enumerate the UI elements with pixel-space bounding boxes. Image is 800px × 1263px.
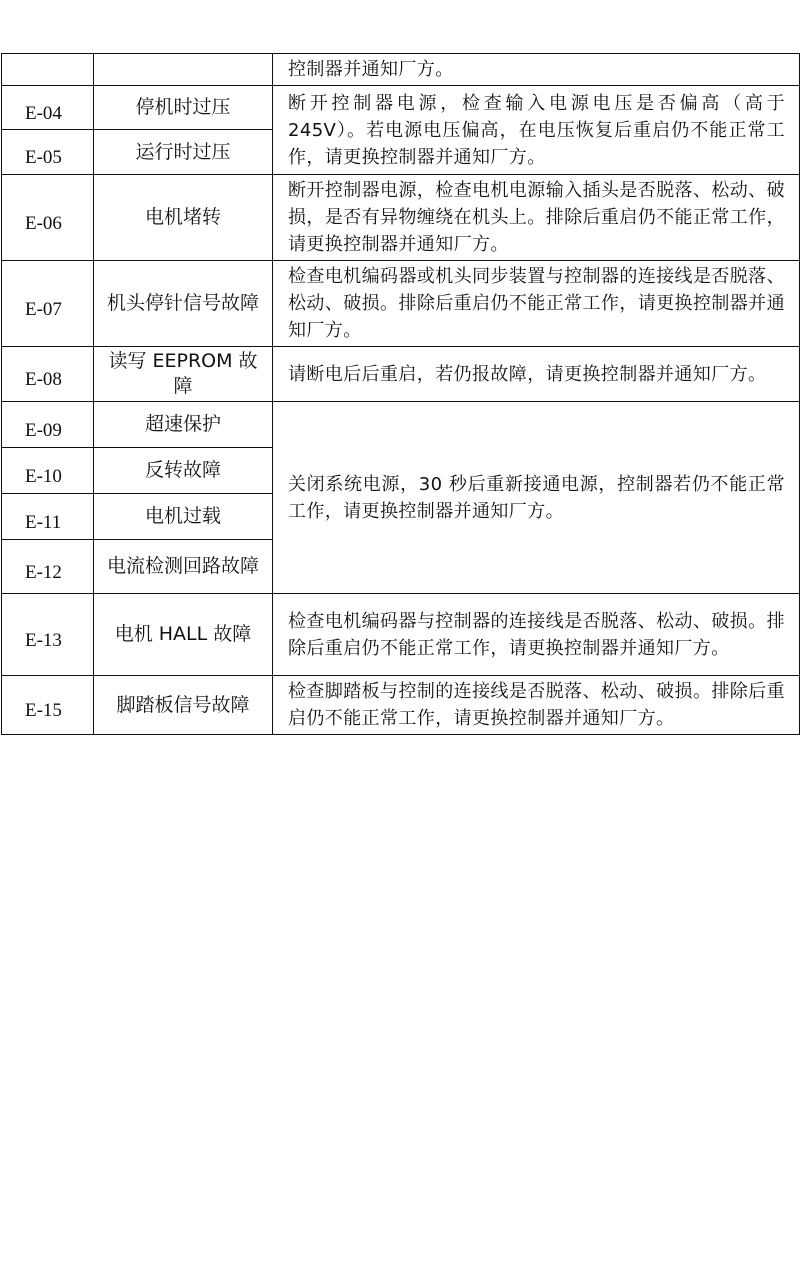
- table-row: [2, 594, 800, 676]
- fault-remedy-cell: 断开控制器电源，检查输入电源电压是否偏高（高于245V）。若电源电压偏高，在电压恢复后重启仍不能正常工作，请更换控制器并通知厂方。: [273, 86, 800, 175]
- fault-name-cell: 机头停针信号故障: [94, 261, 273, 347]
- fault-name-cell: 电机过载: [94, 494, 273, 540]
- fault-remedy-cell: 请断电后后重启，若仍报故障，请更换控制器并通知厂方。: [273, 347, 800, 402]
- fault-code-cell: E-15: [2, 676, 94, 735]
- fault-remedy-cell: 关闭系统电源，30 秒后重新接通电源，控制器若仍不能正常工作，请更换控制器并通知厂方。: [273, 402, 800, 594]
- fault-code-cell: E-04: [2, 86, 94, 130]
- fault-code-cell: E-05: [2, 130, 94, 175]
- table-row: [2, 676, 800, 735]
- table-row: [2, 86, 800, 130]
- fault-code-cell: E-06: [2, 175, 94, 261]
- fault-remedy-cell: 检查脚踏板与控制的连接线是否脱落、松动、破损。排除后重启仍不能正常工作，请更换控制器并通知厂方。: [273, 676, 800, 735]
- fault-code-cell: E-11: [2, 494, 94, 540]
- fault-code-cell: E-08: [2, 347, 94, 402]
- fault-name-cell: 电流检测回路故障: [94, 540, 273, 594]
- fault-code-cell: E-07: [2, 261, 94, 347]
- fault-remedy-cell: 检查电机编码器与控制器的连接线是否脱落、松动、破损。排除后重启仍不能正常工作，请更换控制器并通知厂方。: [273, 594, 800, 676]
- fault-name-cell: 运行时过压: [94, 130, 273, 175]
- fault-code-cell: E-12: [2, 540, 94, 594]
- fault-name-cell: 读写 EEPROM 故障: [94, 347, 273, 402]
- fault-name-cell: 电机 HALL 故障: [94, 594, 273, 676]
- fault-name-cell: [94, 54, 273, 86]
- fault-code-cell: E-13: [2, 594, 94, 676]
- table-row: [2, 347, 800, 402]
- fault-name-cell: 超速保护: [94, 402, 273, 448]
- fault-remedy-cell: 检查电机编码器或机头同步装置与控制器的连接线是否脱落、松动、破损。排除后重启仍不能正常工作，请更换控制器并通知厂方。: [273, 261, 800, 347]
- table-row: [2, 175, 800, 261]
- fault-name-cell: 电机堵转: [94, 175, 273, 261]
- fault-name-cell: 停机时过压: [94, 86, 273, 130]
- fault-code-cell: E-09: [2, 402, 94, 448]
- table-row: [2, 261, 800, 347]
- fault-remedy-cell: 控制器并通知厂方。: [273, 54, 800, 86]
- fault-name-cell: 脚踏板信号故障: [94, 676, 273, 735]
- fault-code-table: [1, 53, 800, 735]
- fault-remedy-cell: 断开控制器电源，检查电机电源输入插头是否脱落、松动、破损，是否有异物缠绕在机头上。排除后重启仍不能正常工作，请更换控制器并通知厂方。: [273, 175, 800, 261]
- fault-code-cell: E-10: [2, 448, 94, 494]
- table-row: [2, 54, 800, 86]
- table-row: [2, 402, 800, 448]
- fault-code-cell: [2, 54, 94, 86]
- fault-name-cell: 反转故障: [94, 448, 273, 494]
